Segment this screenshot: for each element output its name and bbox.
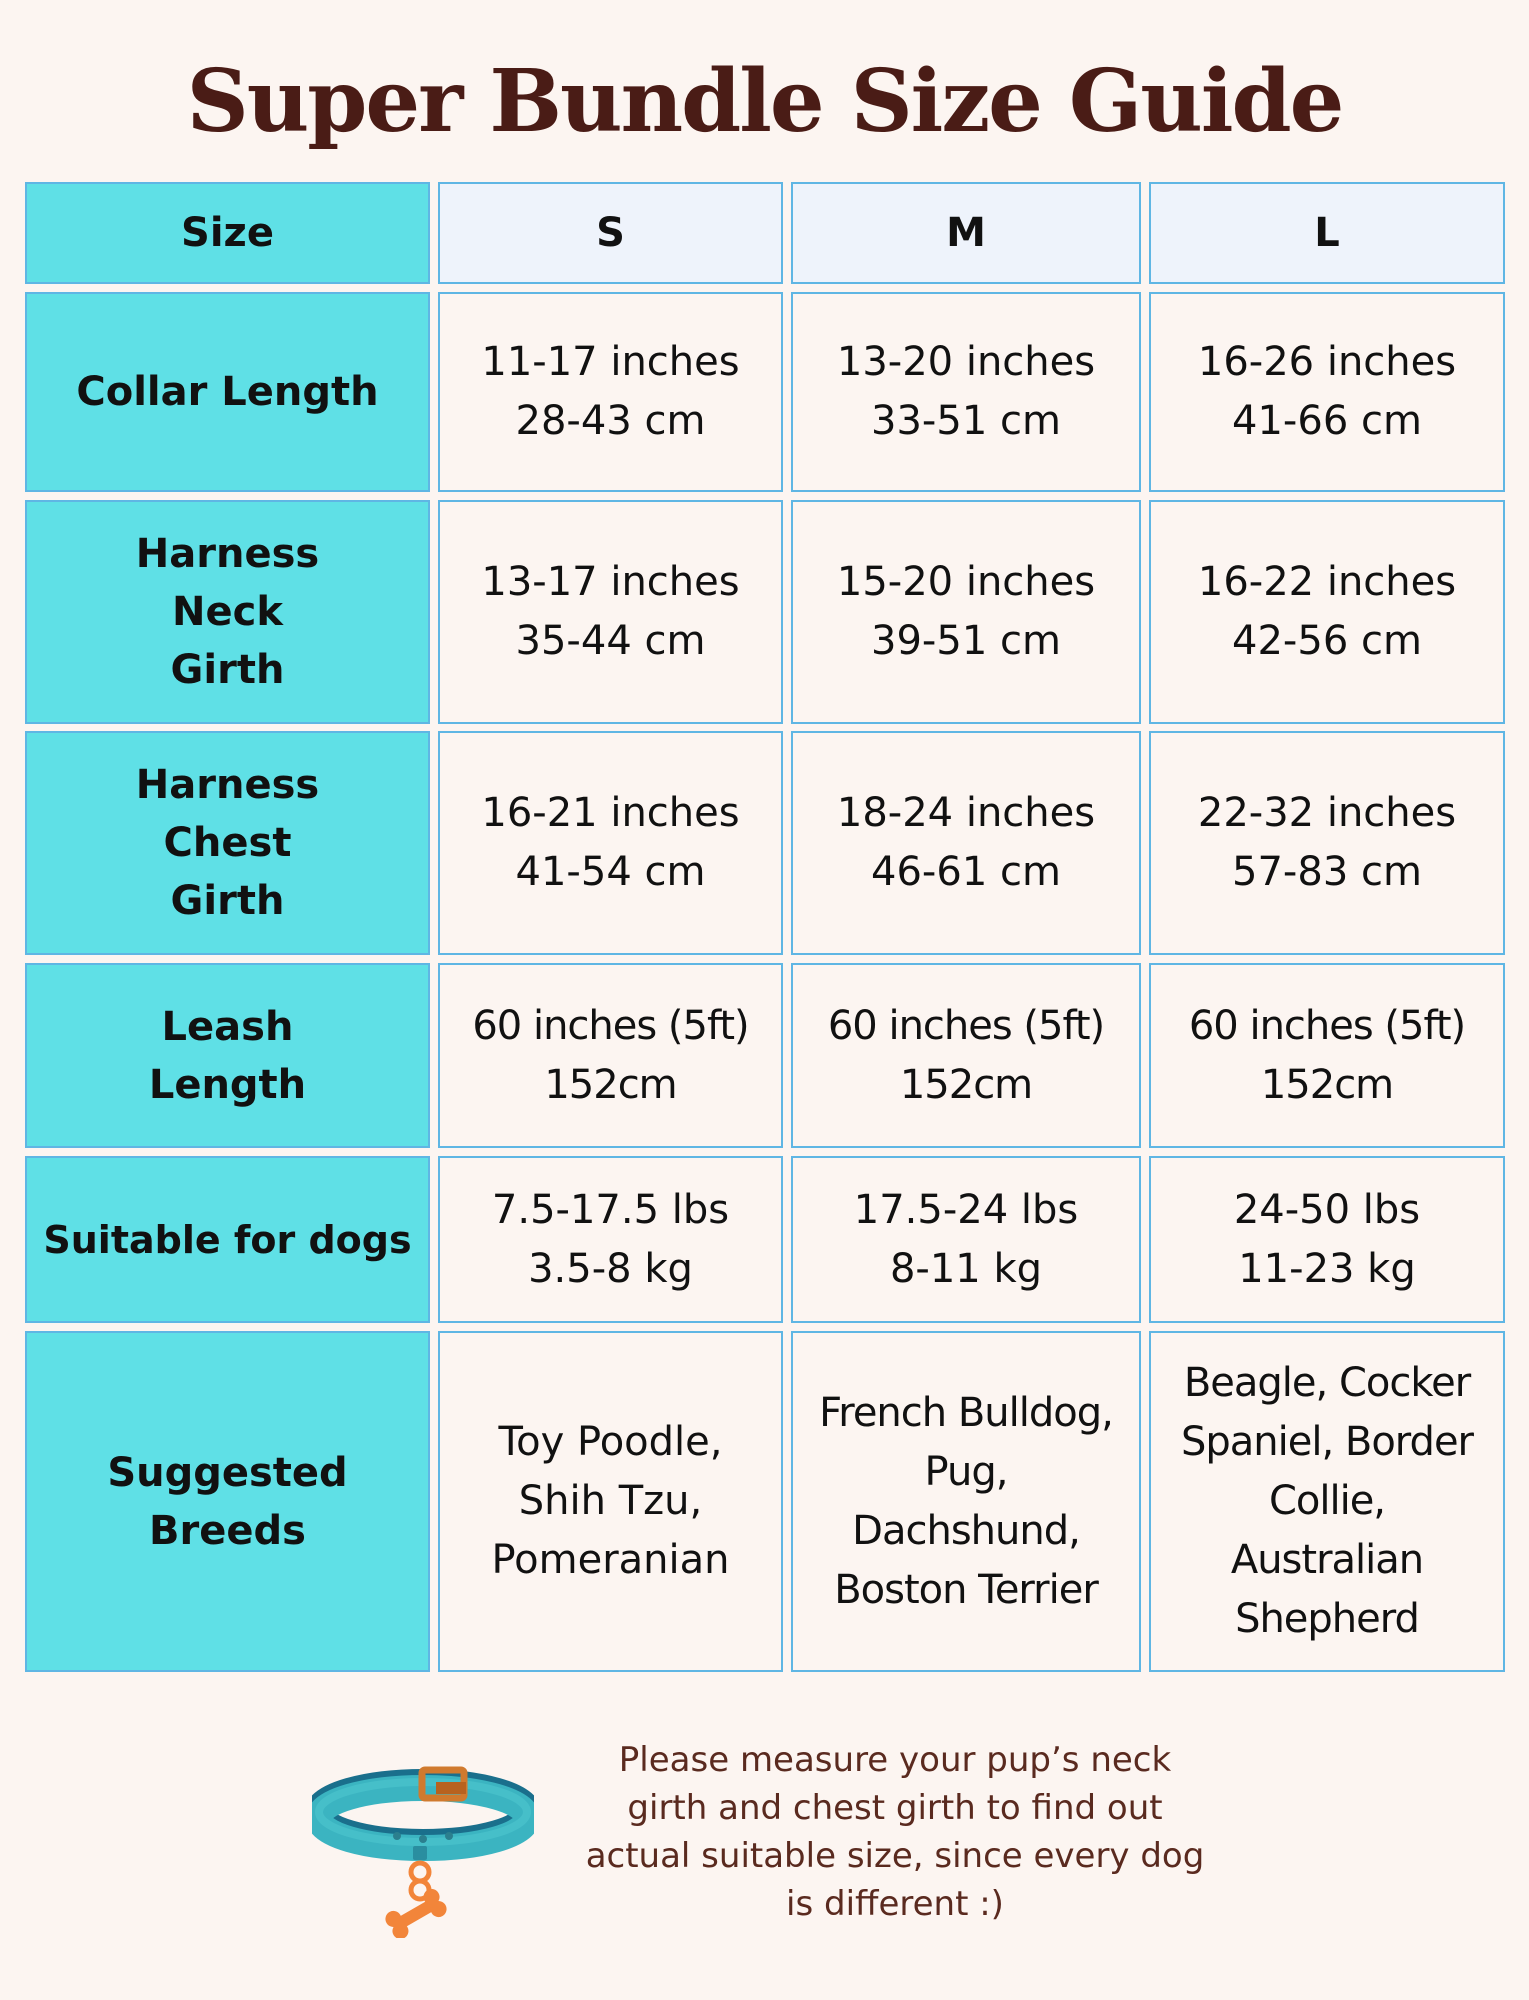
collar-length-m: 13-20 inches 33-51 cm (791, 292, 1141, 492)
leash-length-m: 60 inches (5ft) 152cm (791, 963, 1141, 1148)
measure-note: Please measure your pup’s neck girth and chest girth to find out actual suitable size, since every dog is different :) (585, 1740, 1205, 1924)
collar-length-l: 16-26 inches 41-66 cm (1149, 292, 1505, 492)
row-label-leash-length: Leash Length (25, 963, 430, 1148)
suggested-breeds-m: French Bulldog, Pug, Dachshund, Boston Terrier (791, 1331, 1141, 1672)
row-label-harness-neck-girth: Harness Neck Girth (25, 500, 430, 724)
row-label-collar-length: Collar Length (25, 292, 430, 492)
suitable-for-dogs-m: 17.5-24 lbs 8-11 kg (791, 1156, 1141, 1323)
size-header-label: Size (25, 182, 430, 284)
suitable-for-dogs-l: 24-50 lbs 11-23 kg (1149, 1156, 1505, 1323)
row-label-suggested-breeds: Suggested Breeds (25, 1331, 430, 1672)
size-header-s: S (438, 182, 783, 284)
suggested-breeds-l: Beagle, Cocker Spaniel, Border Collie, Australian Shepherd (1149, 1331, 1505, 1672)
leash-length-l: 60 inches (5ft) 152cm (1149, 963, 1505, 1148)
harness-neck-girth-m: 15-20 inches 39-51 cm (791, 500, 1141, 724)
suggested-breeds-s: Toy Poodle, Shih Tzu, Pomeranian (438, 1331, 783, 1672)
page-title: Super Bundle Size Guide (186, 51, 1343, 152)
harness-chest-girth-m: 18-24 inches 46-61 cm (791, 731, 1141, 955)
row-label-harness-chest-girth: Harness Chest Girth (25, 731, 430, 955)
leash-length-s: 60 inches (5ft) 152cm (438, 963, 783, 1148)
harness-chest-girth-s: 16-21 inches 41-54 cm (438, 731, 783, 955)
collar-length-s: 11-17 inches 28-43 cm (438, 292, 783, 492)
dog-collar-with-bone-tag-icon (312, 1762, 534, 1938)
harness-neck-girth-l: 16-22 inches 42-56 cm (1149, 500, 1505, 724)
size-header-m: M (791, 182, 1141, 284)
row-label-suitable-for-dogs: Suitable for dogs (25, 1156, 430, 1323)
harness-chest-girth-l: 22-32 inches 57-83 cm (1149, 731, 1505, 955)
suitable-for-dogs-s: 7.5-17.5 lbs 3.5-8 kg (438, 1156, 783, 1323)
size-header-l: L (1149, 182, 1505, 284)
harness-neck-girth-s: 13-17 inches 35-44 cm (438, 500, 783, 724)
